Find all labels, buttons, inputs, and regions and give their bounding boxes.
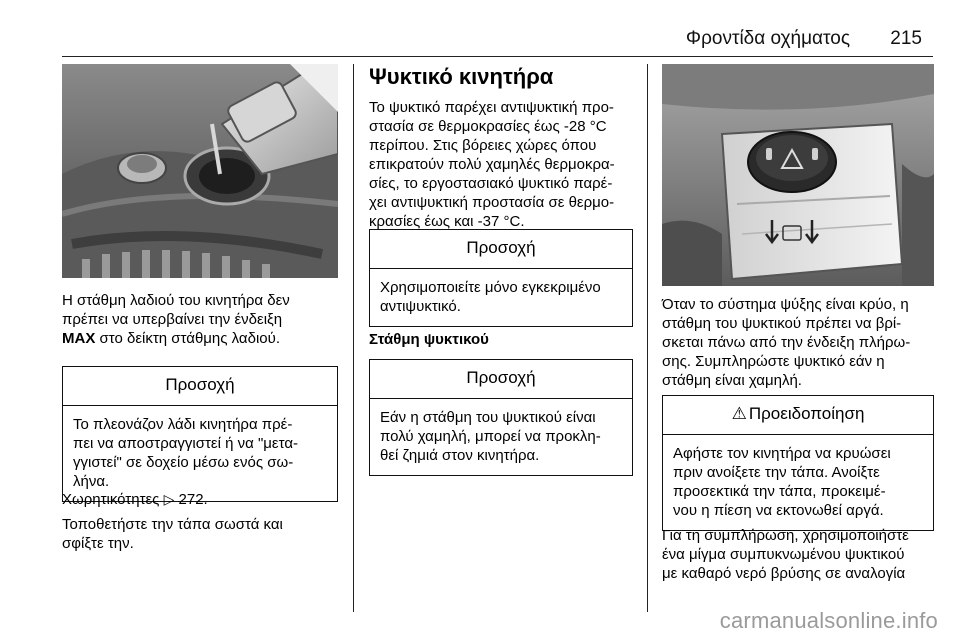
caution-line: θεί ζημιά στον κινητήρα. [380, 447, 540, 464]
caution-line: Χρησιμοποιείτε μόνο εγκεκριμένο [380, 279, 601, 296]
caution-heading: Προσοχή [370, 360, 632, 399]
caution-line: πολύ χαμηλή, μπορεί να προκλη- [380, 428, 601, 445]
caution-line: Εάν η στάθμη του ψυκτικού είναι [380, 409, 596, 426]
intro-line: χει αντιψυκτική προστασία σε θερμο- [369, 194, 615, 211]
coolant-level-line: στάθμη είναι χαμηλή. [662, 372, 802, 389]
capacities-page-link[interactable]: 272. [178, 491, 208, 508]
column-middle [369, 64, 633, 464]
warning-box-hot-coolant [662, 395, 934, 531]
capacities-label: Χωρητικότητες [62, 491, 160, 508]
oil-level-text-line3 [62, 329, 338, 348]
coolant-level-line: Όταν το σύστημα ψύξης είναι κρύο, η [662, 296, 909, 313]
cap-instruction-line2: σφίξτε την. [62, 535, 134, 552]
max-label: MAX [62, 330, 96, 347]
warning-body [663, 435, 933, 530]
coolant-intro [369, 98, 633, 231]
caution-line: λήνα. [73, 473, 110, 490]
caution-line: Το πλεονάζον λάδι κινητήρα πρέ- [73, 416, 293, 433]
caution-box-antifreeze [369, 229, 633, 327]
column-divider-right [647, 64, 648, 612]
warning-heading [663, 396, 933, 435]
refill-instruction-line: ένα μίγμα συμπυκνωμένου ψυκτικού [662, 546, 905, 563]
coolant-reservoir-illustration [662, 64, 934, 286]
watermark-link[interactable]: carmanualsonline.info [719, 608, 938, 633]
coolant-level-line: σκεται πάνω από την ένδειξη πλήρω- [662, 334, 911, 351]
intro-line: επικρατούν πολύ χαμηλές θερμοκρα- [369, 156, 615, 173]
section-title-coolant: Ψυκτικό κινητήρα [369, 64, 554, 89]
refill-instruction-line: Για τη συμπλήρωση, χρησιμοποιήστε [662, 527, 909, 544]
warning-heading-text: Προειδοποίηση [748, 404, 865, 423]
warning-line: προσεκτικά την τάπα, προκειμέ- [673, 483, 886, 500]
capacities-reference [62, 490, 338, 509]
intro-line: στασία σε θερμοκρασίες έως -28 °C [369, 118, 607, 135]
subsection-title-coolant-level: Στάθμη ψυκτικού [369, 331, 489, 348]
warning-line: πριν ανοίξετε την τάπα. Ανοίξτε [673, 464, 880, 481]
page-reference-arrow-icon: ▷ [163, 491, 175, 507]
cap-instruction-line1: Τοποθετήστε την τάπα σωστά και [62, 516, 283, 533]
header-rule [62, 56, 933, 57]
caution-body [63, 406, 337, 501]
intro-line: περίπου. Στις βόρειες χώρες όπου [369, 137, 597, 154]
warning-triangle-icon: ⚠ [731, 404, 747, 423]
oil-level-text-line1: Η στάθμη λαδιού του κινητήρα δεν [62, 292, 290, 309]
intro-line: Το ψυκτικό παρέχει αντιψυκτική προ- [369, 99, 614, 116]
column-right [662, 64, 934, 582]
oil-level-text-rest: στο δείκτη στάθμης λαδιού. [95, 330, 281, 347]
caution-line: αντιψυκτικό. [380, 298, 461, 315]
caution-body [370, 399, 632, 475]
intro-line: κρασίες έως και -37 °C. [369, 213, 525, 230]
coolant-level-line: στάθμη του ψυκτικού πρέπει να βρί- [662, 315, 902, 332]
caution-box-coolant-level [369, 359, 633, 476]
caution-line: γγιστεί" σε δοχείο μέσω ενός σω- [73, 454, 294, 471]
caution-body [370, 269, 632, 326]
caution-box-oil [62, 366, 338, 502]
page-number: 215 [890, 28, 922, 49]
header-title: Φροντίδα οχήματος [685, 28, 850, 49]
warning-line: Αφήστε τον κινητήρα να κρυώσει [673, 445, 891, 462]
column-left [62, 64, 338, 552]
column-divider-left [353, 64, 354, 612]
caution-heading: Προσοχή [63, 367, 337, 406]
warning-line: νου η πίεση να εκτονωθεί αργά. [673, 502, 884, 519]
caution-heading: Προσοχή [370, 230, 632, 269]
oil-level-text-line2: πρέπει να υπερβαίνει την ένδειξη [62, 311, 283, 328]
engine-oil-filler-illustration [62, 64, 338, 278]
caution-line: πει να αποστραγγιστεί ή να "μετα- [73, 435, 298, 452]
refill-instruction-line: με καθαρό νερό βρύσης σε αναλογία [662, 565, 906, 582]
coolant-level-line: σης. Συμπληρώστε ψυκτικό εάν η [662, 353, 885, 370]
intro-line: σίες, το εργοστασιακό ψυκτικό παρέ- [369, 175, 613, 192]
